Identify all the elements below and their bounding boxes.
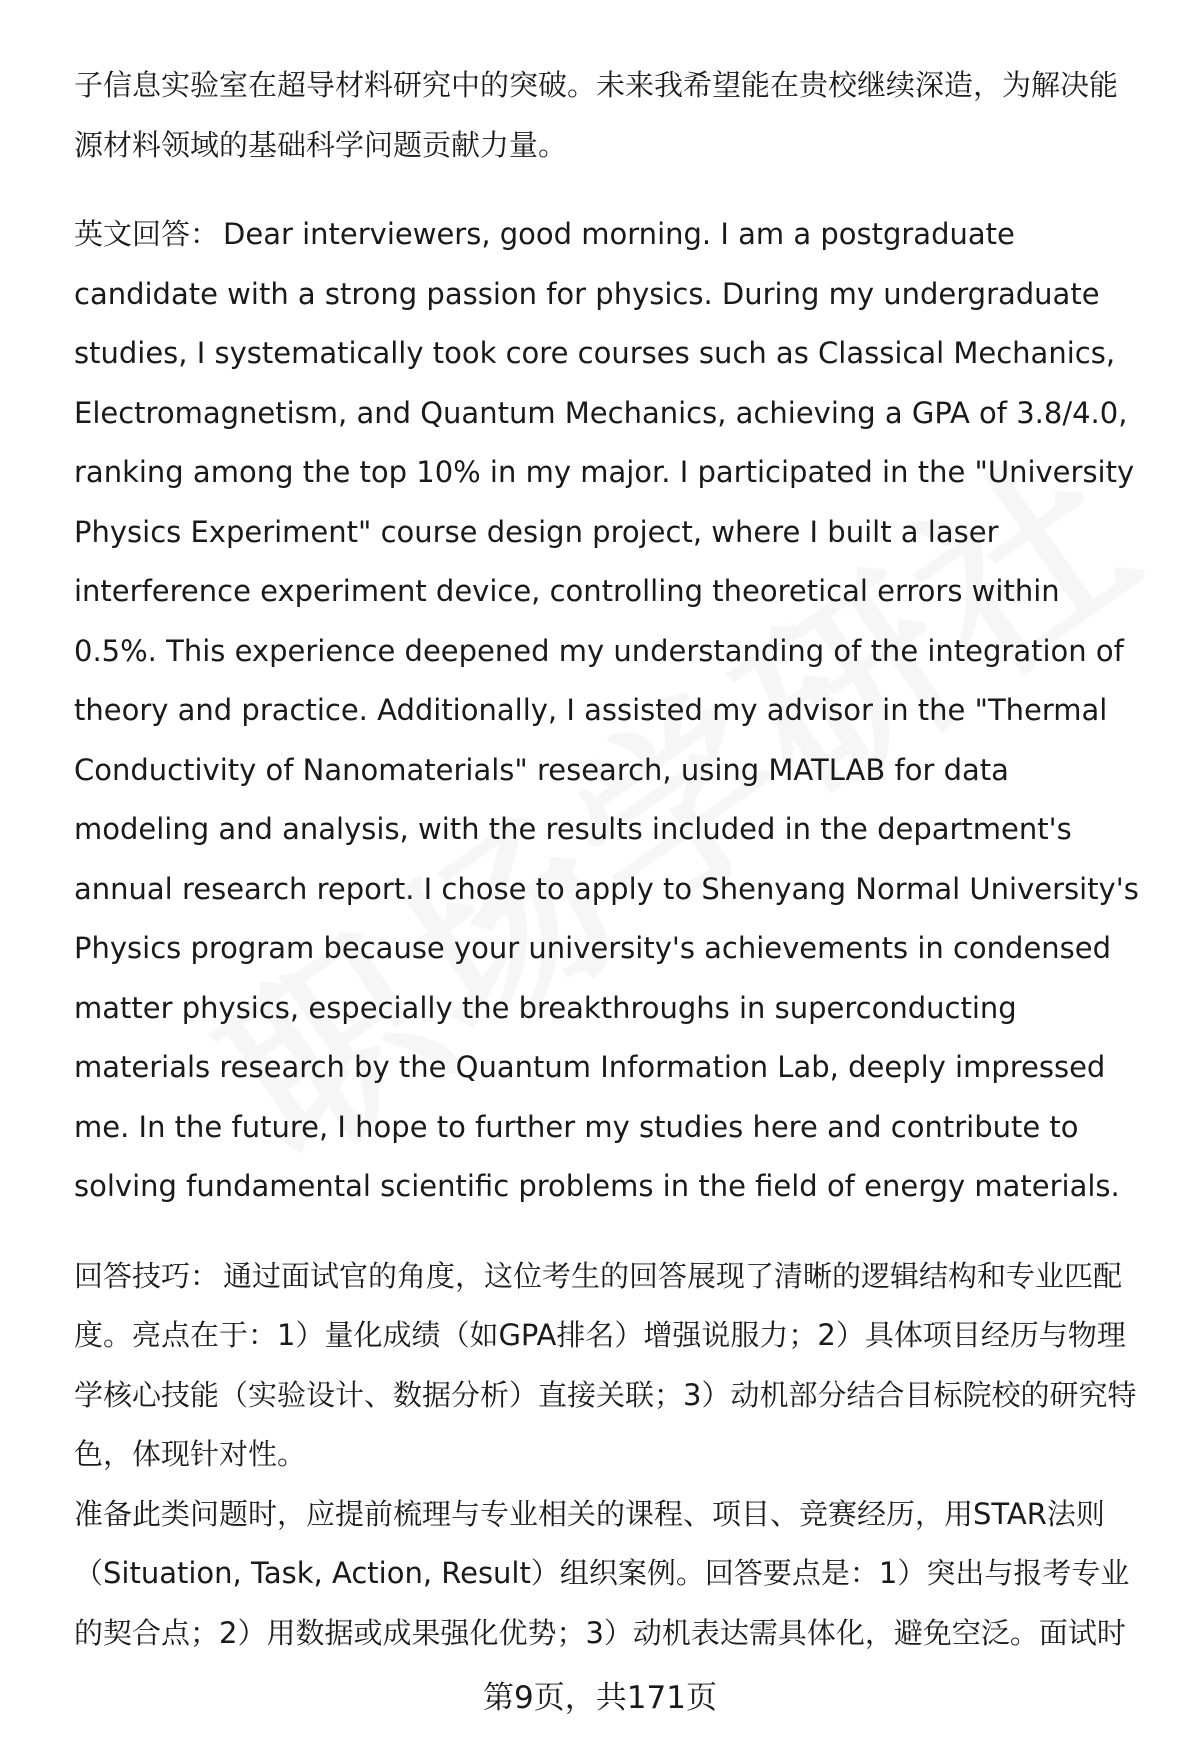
chinese-answer-continuation: 子信息实验室在超导材料研究中的突破。未来我希望能在贵校继续深造，为解决能源材料领域的基础科学问题贡献力量。 bbox=[74, 68, 1119, 162]
english-answer-paragraph bbox=[74, 205, 1149, 1217]
answer-tips-label: 回答技巧： bbox=[74, 1258, 220, 1293]
page-number-footer: 第9页，共171页 bbox=[483, 1680, 717, 1716]
answer-tips-text: 通过面试官的角度，这位考生的回答展现了清晰的逻辑结构和专业匹配度。亮点在于：1）量化成绩（如GPA排名）增强说服力；2）具体项目经历与物理学核心技能（实验设计、数据分析）直接关联；3）动机部分结合目标院校的研究特色，体现针对性。 bbox=[74, 1258, 1137, 1471]
preparation-advice-paragraph: 准备此类问题时，应提前梳理与专业相关的课程、项目、竞赛经历，用STAR法则（Situation, Task, Action, Result）组织案例。回答要点是：1）突出与报考专业的契合点；2）用数据或成果强化优势；3）动机表达需具体化，避免空泛。面试时 bbox=[74, 1496, 1130, 1650]
english-answer-text: Dear interviewers, good morning. I am a postgraduate candidate with a strong passion for physics. During my undergraduate studies, I systematically took core courses such as Classical Mechanics, Electromagnetism, and Quantum Mechanics, achieving a GPA of 3.8/4.0, ranking among the top 10% in my major. I participated in the "University Physics Experiment" course design project, where I built a laser interference experiment device, controlling theoretical errors within 0.5%. This experience deepened my understanding of the integration of theory and practice. Additionally, I assisted my advisor in the "Thermal Conductivity of Nanomaterials" research, using MATLAB for data modeling and analysis, with the results included in the department's annual research report. I chose to apply to Shenyang Normal University's Physics program because your university's achievements in condensed matter physics, especially the breakthroughs in superconducting materials research by the Quantum Information Lab, deeply impressed me. In the future, I hope to further my studies here and contribute to solving fundamental scientific problems in the field of energy materials. bbox=[74, 217, 1149, 1203]
english-answer-label: 英文回答： bbox=[74, 217, 220, 251]
answer-tips-paragraph bbox=[74, 1247, 1140, 1485]
